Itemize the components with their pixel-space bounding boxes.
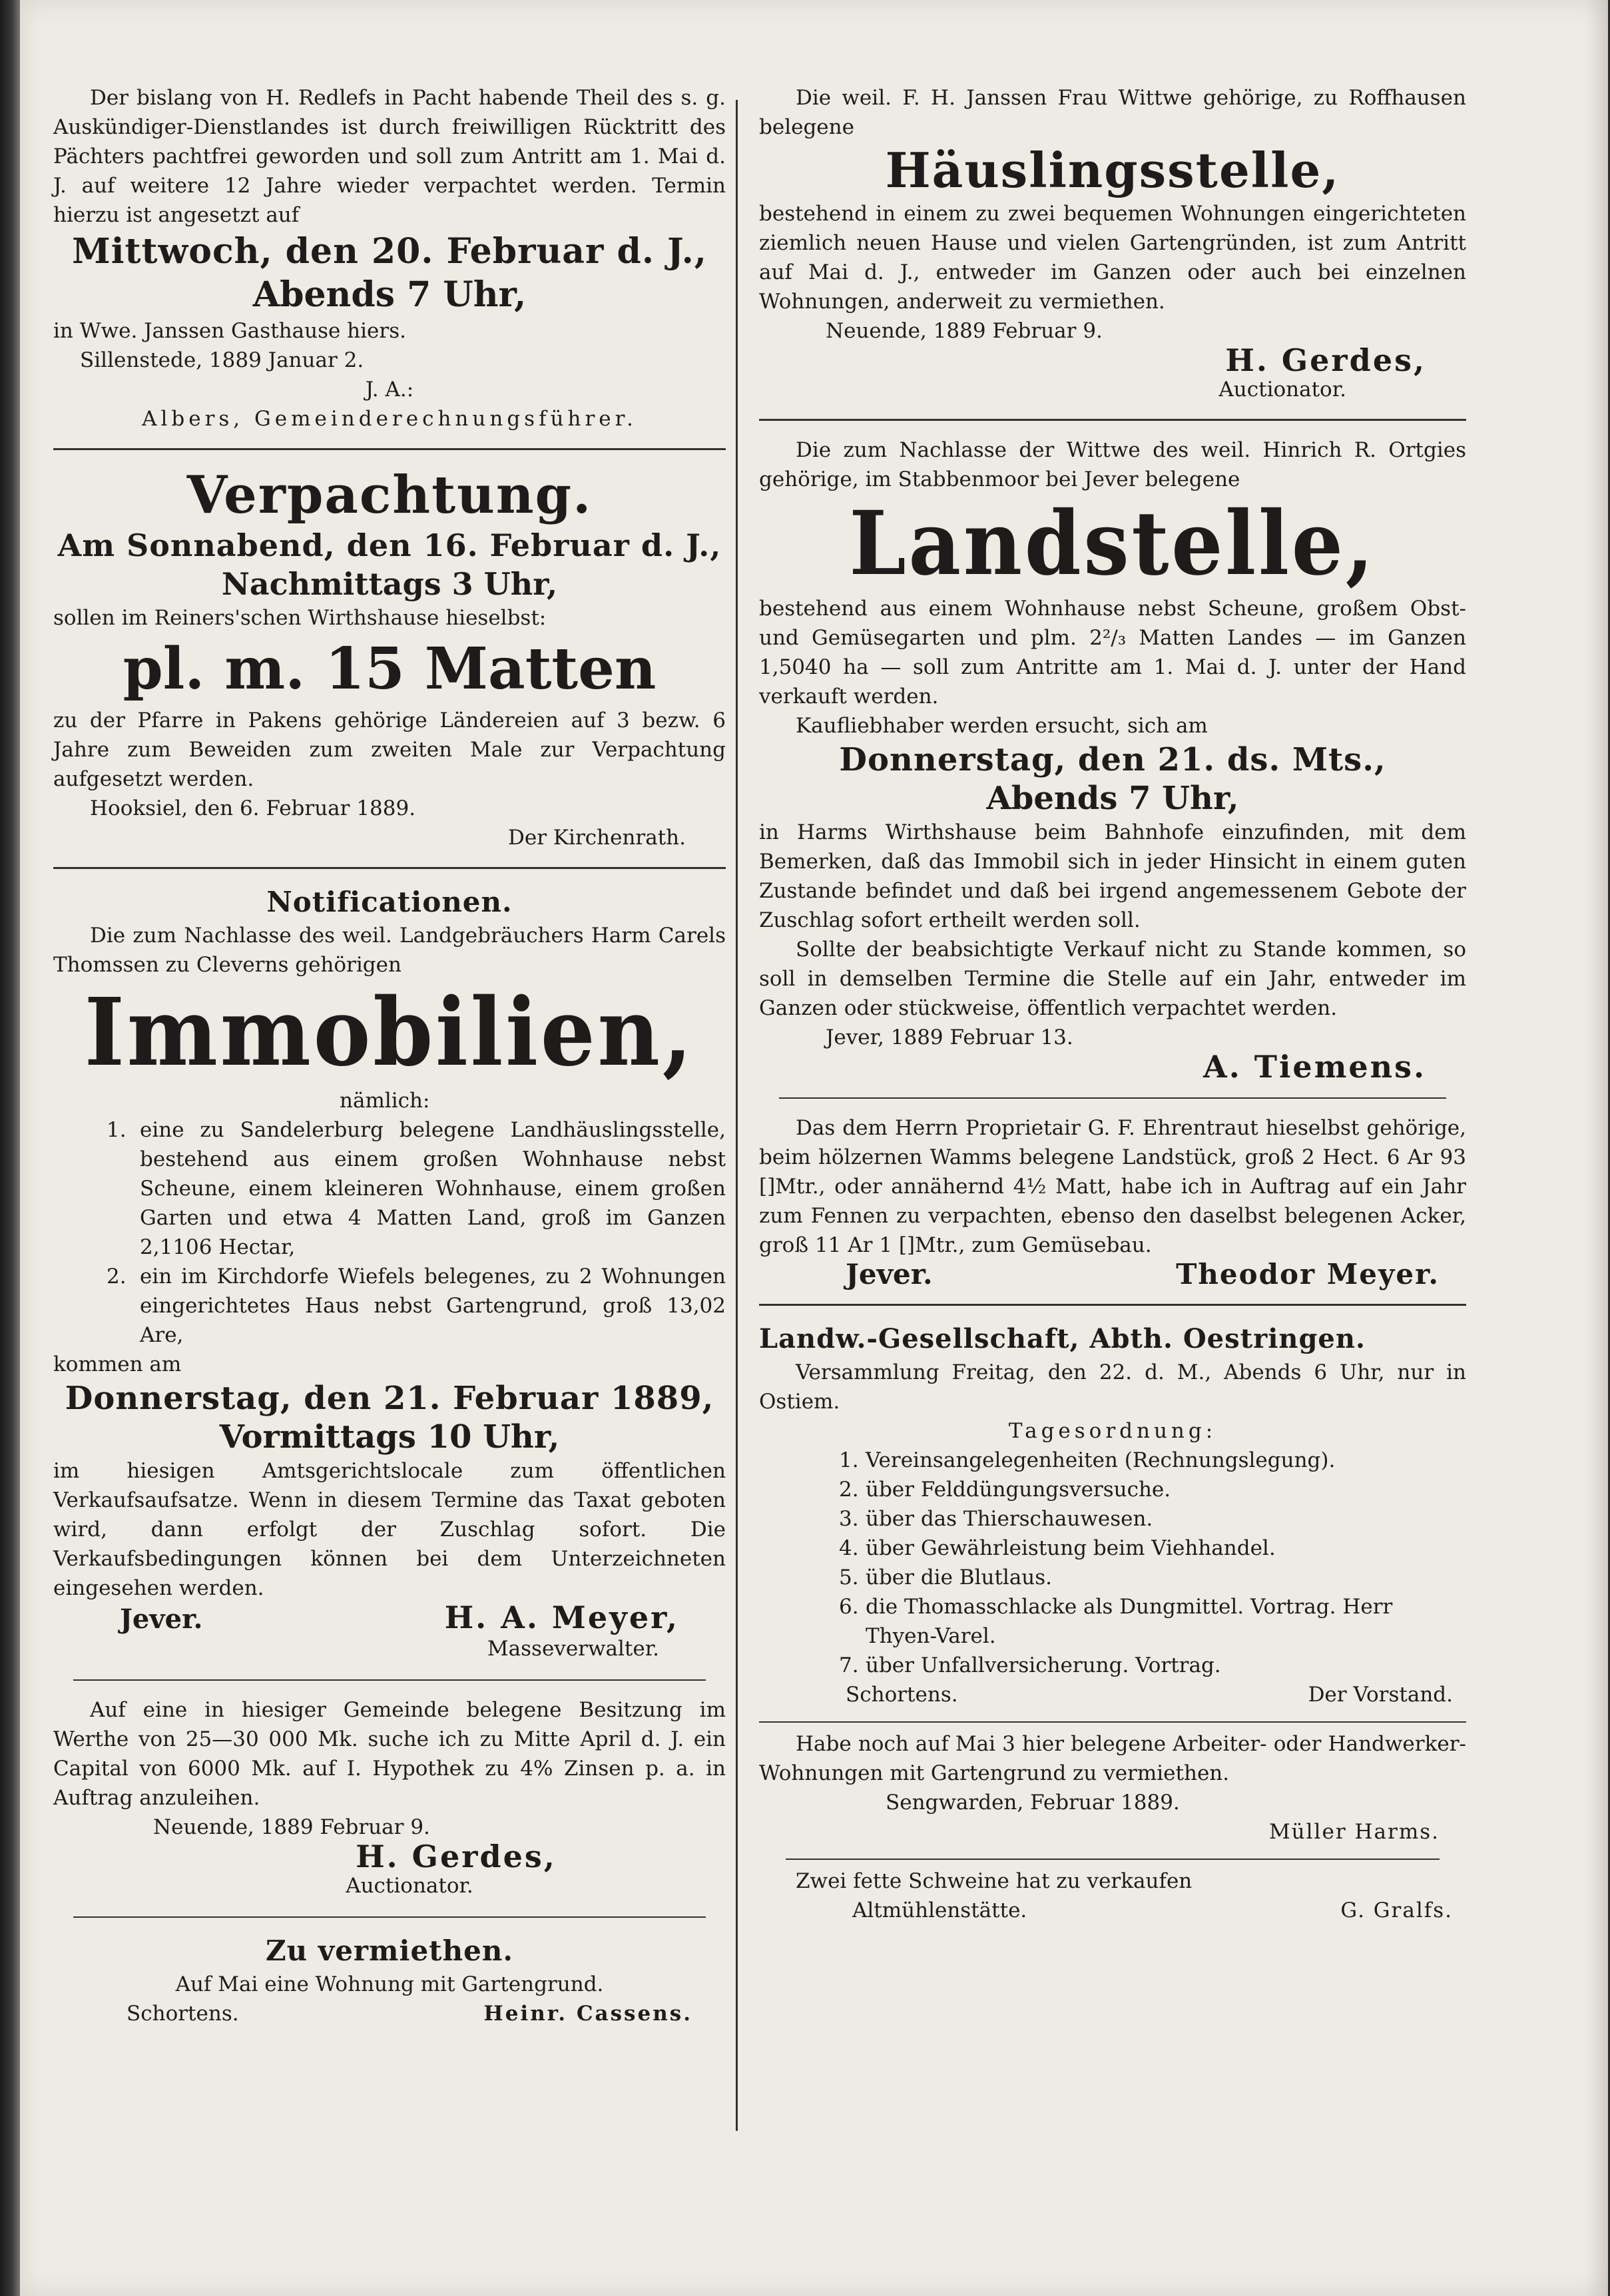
list-item: 5. über die Blutlaus. [839, 1566, 1053, 1589]
ad-dateline: Neuende, 1889 Februar 9. [826, 319, 1103, 343]
ad-place: Jever. [846, 1258, 933, 1291]
ad-body: Habe noch auf Mai 3 hier belegene Arbeiter- oder Handwerker-Wohnungen mit Gartengrund zu vermiethen. [759, 1732, 1466, 1785]
ad-time: Abends 7 Uhr, [986, 780, 1239, 817]
ad-zu-vermiethen [53, 1926, 726, 2038]
ad-signature: H. A. Meyer, [444, 1599, 679, 1635]
ad-body-2: in Harms Wirthshause beim Bahnhofe einzufinden, mit dem Bemerken, daß das Immobil sich in jeder Hinsicht in einem guten Zustande befindet und daß bei irgend angemessenem Gebote der Zuschlag sofort ertheilt werden soll. [759, 820, 1466, 932]
ad-intro: Die zum Nachlasse des weil. Landgebräuchers Harm Carels Thomssen zu Cleverns gehörigen [53, 924, 726, 977]
divider-rule [779, 1097, 1446, 1099]
ad-dateline: Sengwarden, Februar 1889. [886, 1791, 1180, 1815]
ad-intro: Die zum Nachlasse der Wittwe des weil. Hinrich R. Ortgies gehörige, im Stabbenmoor bei Jever belegene [759, 438, 1466, 491]
property-list [53, 1115, 726, 1350]
left-column [53, 77, 726, 2038]
ad-title: Zu vermiethen. [265, 1934, 513, 1967]
ad-body: Das dem Herrn Proprietair G. F. Ehrentraut hieselbst gehörige, beim hölzernen Wamms belegene Landstück, groß 2 Hect. 6 Ar 93 []Mtr., oder annähernd 4½ Matt, habe ich in Auftrag auf ein Jahr zum Fennen zu verpachten, ebenso den daselbst belegenen Acker, groß 11 Ar 1 []Mtr., zum Gemüsebau. [759, 1116, 1466, 1257]
ad-schweine [759, 1865, 1466, 1934]
ad-signature: Albers, Gemeinderechnungsführer. [142, 407, 637, 431]
ad-signature: H. Gerdes, [356, 1839, 557, 1874]
list-item: 6. die Thomasschlacke als Dungmittel. Vortrag. Herr Thyen-Varel. [839, 1595, 1393, 1648]
ad-time: Abends 7 Uhr, [252, 274, 527, 315]
list-item: 2. über Felddüngungsversuche. [839, 1478, 1171, 1502]
ad-dateline: Hooksiel, den 6. Februar 1889. [90, 796, 416, 820]
book-binding [0, 0, 20, 2296]
ad-date: Am Sonnabend, den 16. Februar d. J., [57, 527, 722, 563]
ad-place: Altmühlenstätte. [852, 1898, 1027, 1922]
ad-place: Schortens. [127, 2002, 239, 2026]
ad-date: Mittwoch, den 20. Februar d. J., [72, 231, 707, 272]
ad-hypothek [53, 1689, 726, 1910]
ad-wohnungen [759, 1728, 1466, 1856]
ad-sillenstede-lease [53, 77, 726, 443]
ad-signature: Heinr. Cassens. [483, 2002, 692, 2026]
ad-body: bestehend aus einem Wohnhause nebst Scheune, großem Obst- und Gemüsegarten und plm. 2²/₃ Matten Landes — im Ganzen 1,5040 ha — soll zum Antritte am 1. Mai d. J. unter der Hand verkauft werden. [759, 597, 1466, 709]
ad-call: Kaufliebhaber werden ersucht, sich am [796, 714, 1208, 738]
ad-haeuslingsstelle [759, 77, 1466, 414]
ad-headline: Häuslingsstelle, [885, 142, 1340, 198]
ad-body: Auf eine in hiesiger Gemeinde belegene Besitzung im Werthe von 25—30 000 Mk. suche ich zu Mitte April d. J. ein Capital von 6000 Mk. auf I. Hypothek zu 4% Zinsen p. a. in Auftrag anzuleihen. [53, 1698, 726, 1810]
list-item: 4. über Gewährleistung beim Viehhandel. [839, 1536, 1276, 1560]
ad-title: Landw.-Gesellschaft, Abth. Oestringen. [759, 1323, 1366, 1354]
agenda-title: Tagesordnung: [1008, 1419, 1217, 1443]
ad-dateline: Sillenstede, 1889 Januar 2. [80, 348, 364, 372]
ad-signature-row [53, 1999, 726, 2028]
ad-headline: pl. m. 15 Matten [123, 635, 657, 703]
ad-signature-row [759, 1896, 1466, 1925]
ad-body: Zwei fette Schweine hat zu verkaufen [796, 1869, 1193, 1893]
ad-time: Nachmittags 3 Uhr, [221, 566, 558, 602]
divider-rule [53, 867, 726, 869]
newspaper-page [20, 0, 1608, 2296]
divider-rule [759, 1304, 1466, 1306]
ad-body: Auf Mai eine Wohnung mit Gartengrund. [175, 1972, 604, 1996]
ad-headline: Immobilien, [84, 978, 695, 1087]
ad-signature-row [53, 1599, 726, 1635]
ad-body: Versammlung Freitag, den 22. d. M., Abends 6 Uhr, nur in Ostiem. [759, 1360, 1466, 1414]
ad-body-3: Sollte der beabsichtigte Verkauf nicht zu Stande kommen, so soll in demselben Termine die Stelle auf ein Jahr, entweder im Ganzen oder stückweise, öffentlich verpachtet werden. [759, 938, 1466, 1020]
ad-headline: Landstelle, [849, 492, 1376, 595]
divider-rule [759, 1721, 1466, 1723]
ad-place: in Wwe. Janssen Gasthause hiers. [53, 319, 406, 343]
ad-dateline: Neuende, 1889 Februar 9. [153, 1815, 430, 1839]
ad-role: Masseverwalter. [487, 1637, 659, 1661]
ad-signature: A. Tiemens. [1203, 1049, 1426, 1085]
ad-signature: Müller Harms. [1268, 1820, 1440, 1844]
ad-intro: Die weil. F. H. Janssen Frau Wittwe gehörige, zu Roffhausen belegene [759, 86, 1466, 139]
agenda-list [759, 1446, 1466, 1680]
divider-rule [73, 1916, 706, 1918]
ad-role: Auctionator. [1218, 378, 1346, 402]
list-item: 7. über Unfallversicherung. Vortrag. [839, 1653, 1221, 1677]
ad-role: Auctionator. [346, 1874, 473, 1898]
ad-body: zu der Pfarre in Pakens gehörige Ländereien auf 3 bezw. 6 Jahre zum Beweiden zum zweiten Male zur Verpachtung aufgesetzt werden. [53, 709, 726, 791]
ad-signature: Der Kirchenrath. [508, 826, 686, 850]
right-column [759, 77, 1466, 1934]
ad-title: Verpachtung. [186, 465, 593, 525]
ad-sub: nämlich: [340, 1089, 430, 1113]
list-item: 1. eine zu Sandelerburg belegene Landhäuslingsstelle, bestehend aus einem großen Wohnhause nebst Scheune, einem kleineren Wohnhause, einem großen Garten und etwa 4 Matten Land, groß im Ganzen 2,1106 Hectar, [107, 1118, 726, 1259]
ad-body: im hiesigen Amtsgerichtslocale zum öffentlichen Verkaufsaufsatze. Wenn in diesem Termine das Taxat geboten wird, dann erfolgt der Zuschlag sofort. Die Verkaufsbedingungen können bei dem Unterzeichneten eingesehen werden. [53, 1459, 726, 1600]
ad-signature-row [759, 342, 1466, 378]
divider-rule [786, 1859, 1440, 1860]
ad-body: Der bislang von H. Redlefs in Pacht habende Theil des s. g. Auskündiger-Dienstlandes ist durch freiwilligen Rücktritt des Pächters pachtfrei geworden und soll zum Antritt am 1. Mai d. J. auf weitere 12 Jahre wieder verpachtet werden. Termin hierzu ist angesetzt auf [53, 86, 726, 227]
ad-ia: J. A.: [365, 378, 414, 402]
divider-rule [73, 1679, 706, 1681]
ad-dateline: Jever, 1889 Februar 13. [826, 1025, 1073, 1049]
ad-signature: G. Gralfs. [1340, 1898, 1453, 1922]
ad-immobilien [53, 877, 726, 1673]
ad-signature-row [759, 1049, 1466, 1085]
divider-rule [759, 419, 1466, 421]
column-divider [736, 100, 738, 2131]
list-item: 1. Vereinsangelegenheiten (Rechnungslegung). [839, 1448, 1336, 1472]
ad-place: Jever. [120, 1603, 203, 1635]
ad-place: Schortens. [846, 1683, 958, 1707]
ad-signature-row [759, 1680, 1466, 1709]
ad-body: bestehend in einem zu zwei bequemen Wohnungen eingerichteten ziemlich neuen Hause und vielen Gartengründen, ist zum Antritt auf Mai d. J., entweder im Ganzen oder auch bei einzelnen Wohnungen, anderweit zu vermiethen. [759, 202, 1466, 314]
ad-signature: Theodor Meyer. [1176, 1258, 1440, 1291]
ad-date: Donnerstag, den 21. Februar 1889, [65, 1380, 714, 1417]
page-edge-shadow [1585, 0, 1608, 2296]
ad-signature: H. Gerdes, [1225, 342, 1426, 378]
ad-time: Vormittags 10 Uhr, [219, 1418, 560, 1456]
ad-landstueck [759, 1107, 1466, 1298]
ad-signature-row [759, 1260, 1466, 1289]
ad-signature: Der Vorstand. [1308, 1683, 1453, 1707]
ad-verpachtung [53, 458, 726, 862]
divider-rule [53, 448, 726, 450]
ad-place: sollen im Reiners'schen Wirthshause hieselbst: [53, 606, 547, 630]
ad-kommen: kommen am [53, 1352, 182, 1376]
ad-signature-row [53, 1839, 726, 1874]
list-item: 3. über das Thierschauwesen. [839, 1507, 1153, 1531]
ad-section-title: Notificationen. [266, 886, 513, 918]
ad-date: Donnerstag, den 21. ds. Mts., [839, 741, 1386, 778]
ad-landstelle [759, 429, 1466, 1091]
ad-landw-gesellschaft [759, 1314, 1466, 1719]
list-item: 2. ein im Kirchdorfe Wiefels belegenes, zu 2 Wohnungen eingerichtetes Haus nebst Gartengrund, groß 13,02 Are, [107, 1265, 726, 1347]
